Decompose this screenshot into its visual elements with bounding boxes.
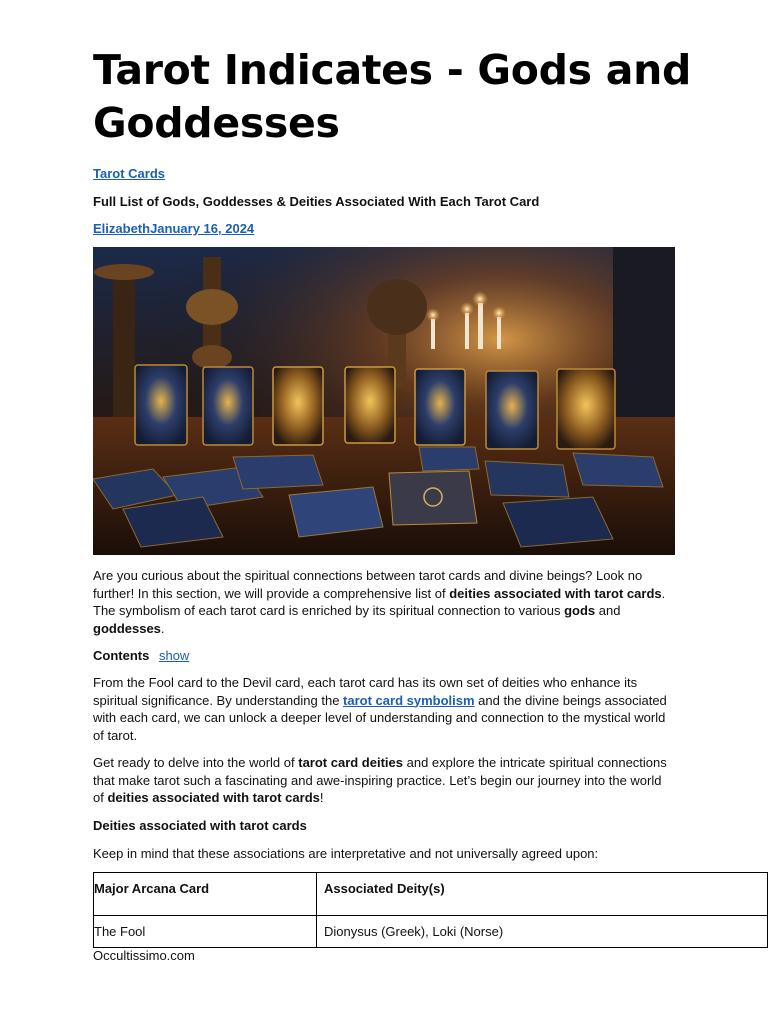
body-paragraph: From the Fool card to the Devil card, each tarot card has its own set of deities who enhance its spiritual significance. By understanding the tarot card symbolism and the divine beings associated with each card, we can unlock a deeper level of understanding and connection to the mystical world of tarot. [93, 675, 667, 743]
tarot-symbolism-link[interactable]: tarot card symbolism [343, 692, 475, 708]
intro-paragraph: Are you curious about the spiritual connections between tarot cards and divine beings? Look no further! In this section, we will provide a comprehensive list of deities associated with tarot cards. The symbolism of each tarot card is enriched by its spiritual connection to various gods and goddesses. [93, 568, 666, 636]
byline [93, 221, 254, 236]
table-cell: The Fool [94, 916, 317, 948]
author-link[interactable]: Elizabeth [93, 221, 151, 236]
page-title: Tarot Indicates - Gods and Goddesses [93, 46, 692, 147]
table-header-row [94, 873, 768, 916]
contents-toggle-link[interactable]: show [158, 648, 190, 663]
site-footer: Occultissimo.com [93, 948, 195, 963]
table-header-cell: Major Arcana Card [94, 873, 317, 916]
section-heading: Deities associated with tarot cards [93, 818, 307, 833]
category-link[interactable]: Tarot Cards [93, 166, 165, 181]
table-row [94, 916, 768, 948]
article-subtitle: Full List of Gods, Goddesses & Deities Associated With Each Tarot Card [93, 194, 540, 209]
deities-table [93, 872, 768, 948]
note-paragraph: Keep in mind that these associations are interpretative and not universally agreed upon: [93, 846, 599, 861]
date-link[interactable]: January 16, 2024 [150, 221, 255, 236]
table-of-contents [93, 647, 673, 665]
table-cell: Dionysus (Greek), Loki (Norse) [317, 916, 768, 948]
hero-image-tarot-cards [93, 247, 675, 555]
contents-label: Contents [93, 648, 150, 663]
category-link-wrap [93, 166, 165, 181]
table-header-cell: Associated Deity(s) [317, 873, 768, 916]
body-paragraph: Get ready to delve into the world of tarot card deities and explore the intricate spiritual connections that make tarot such a fascinating and awe-inspiring practice. Let’s begin our journey into the world of deities associated with tarot cards! [93, 755, 667, 805]
